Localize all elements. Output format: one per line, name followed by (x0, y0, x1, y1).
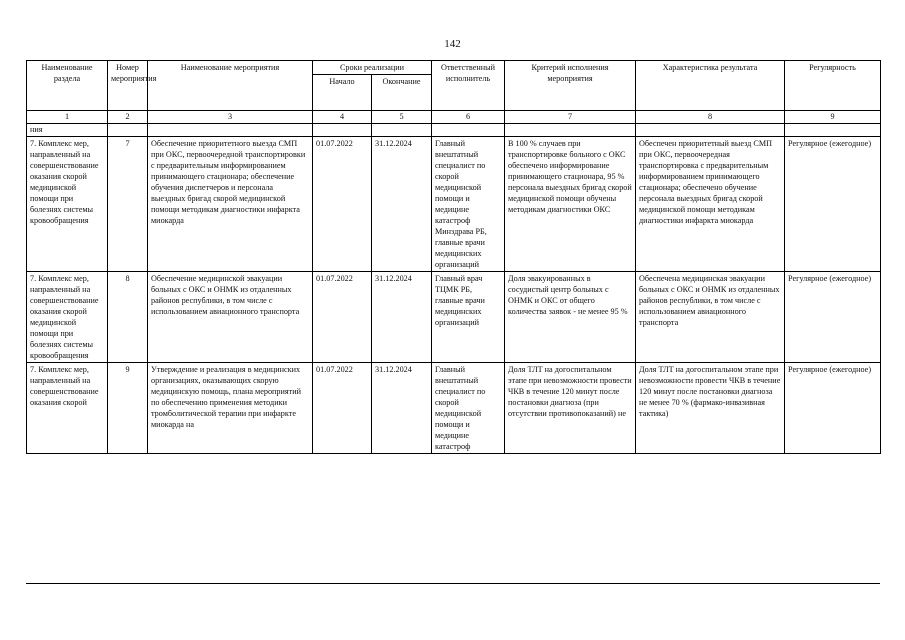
cell-result: Доля ТЛТ на догоспитальном этапе при невозможности провести ЧКВ в течение 120 минут после постановки диагноза не менее 70 % (фармако-инвазивная тактика) (639, 365, 781, 418)
column-number: 1 (27, 111, 108, 124)
cell-result: Обеспечен приоритетный выезд СМП при ОКС, первоочередная транспортировка с предварительным информированием принимающего стационара; обеспечено обучение персонала выездных бригад скорой медицинской помощи методикам диагностики инфаркта миокарда (636, 137, 785, 272)
cell-activity: Обеспечение медицинской эвакуации больных с ОКС и ОНМК из отдаленных районов республики, в том числе с использованием авиационного транспорта (148, 272, 313, 363)
continuation-row (27, 124, 881, 137)
column-number: 4 (313, 111, 372, 124)
cell-end: 31.12.2024 (375, 365, 412, 374)
table-bottom-border (26, 583, 880, 584)
cell-end: 31.12.2024 (372, 137, 432, 272)
cell-regularity: Регулярное (ежегодное) (788, 365, 872, 374)
table-row (27, 363, 881, 454)
cell-number: 9 (125, 365, 130, 374)
continuation-text: ния (27, 124, 108, 137)
column-number: 2 (108, 111, 148, 124)
cell-responsible: Главный внештатный специалист по скорой медицинской помощи и медицине катастроф (435, 365, 486, 451)
cell-start: 01.07.2022 (316, 365, 353, 374)
column-number-row (27, 111, 881, 124)
column-number: 8 (636, 111, 785, 124)
cell-criterion: В 100 % случаев при транспортировке больного с ОКС обеспечено информирование принимающего стационара, 95 % персонала выездных бригад скорой медицинской помощи обучены методикам диагностики ОКС (505, 137, 636, 272)
cell-section: 7. Комплекс мер, направленный на совершенствование оказания скорой медицинской помощи при болезнях системы кровообращения (27, 137, 108, 272)
cell-number: 7 (108, 137, 148, 272)
cell-regularity: Регулярное (ежегодное) (785, 272, 881, 363)
header-terms: Сроки реализации (313, 61, 432, 75)
cell-section: 7. Комплекс мер, направленный на совершенствование оказания скорой медицинской помощи при болезнях системы кровообращения (27, 272, 108, 363)
cell-result: Обеспечена медицинская эвакуации больных с ОКС и ОНМК из отдаленных районов республики, в том числе с использованием авиационного транспорта (636, 272, 785, 363)
header-start: Начало (313, 75, 372, 111)
cell-regularity: Регулярное (ежегодное) (785, 137, 881, 272)
header-responsible: Ответственный исполнитель (432, 61, 505, 111)
column-number: 7 (505, 111, 636, 124)
cell-number: 8 (108, 272, 148, 363)
activities-table (26, 60, 881, 454)
cell-activity: Обеспечение приоритетного выезда СМП при ОКС, первоочередной транспортировки с предварительным информированием принимающего стационара; обеспечение обучения диспетчеров и персонала выездных бригад скорой медицинской помощи методикам диагностики инфаркта миокарда (148, 137, 313, 272)
cell-start: 01.07.2022 (313, 137, 372, 272)
cell-responsible: Главный внештатный специалист по скорой медицинской помощи и медицине катастроф Минздрава РБ, главные врачи медицинских организаций (432, 137, 505, 272)
column-number: 5 (372, 111, 432, 124)
header-end: Окончание (372, 75, 432, 111)
header-number: Номер мероприятия (108, 61, 148, 111)
header-activity: Наименование мероприятия (148, 61, 313, 111)
cell-criterion: Доля эвакуированных в сосудистый центр больных с ОНМК и ОКС от общего количества заявок - не менее 95 % (505, 272, 636, 363)
page-number: 142 (444, 38, 461, 50)
header-row (27, 61, 881, 75)
table-row (27, 137, 881, 272)
cell-end: 31.12.2024 (372, 272, 432, 363)
cell-responsible: Главный врач ТЦМК РБ, главные врачи медицинских организаций (432, 272, 505, 363)
header-result: Характеристика результата (636, 61, 785, 111)
cell-criterion: Доля ТЛТ на догоспитальном этапе при невозможности провести ЧКВ в течение 120 минут после постановки диагноза (при отсутствии противопоказаний) не (508, 365, 632, 418)
table-row (27, 272, 881, 363)
header-regularity: Регулярность (785, 61, 881, 111)
header-section: Наименование раздела (27, 61, 108, 111)
column-number: 9 (785, 111, 881, 124)
column-number: 3 (148, 111, 313, 124)
cell-activity: Утверждение и реализация в медицинских организациях, оказывающих скорую медицинскую помощь, плана мероприятий по обеспечению применения методики тромболитической терапии при инфаркте миокарда на (151, 365, 302, 429)
column-number: 6 (432, 111, 505, 124)
cell-section: 7. Комплекс мер, направленный на совершенствование оказания скорой (30, 365, 99, 407)
cell-start: 01.07.2022 (313, 272, 372, 363)
header-criterion: Критерий исполнения мероприятия (505, 61, 636, 111)
